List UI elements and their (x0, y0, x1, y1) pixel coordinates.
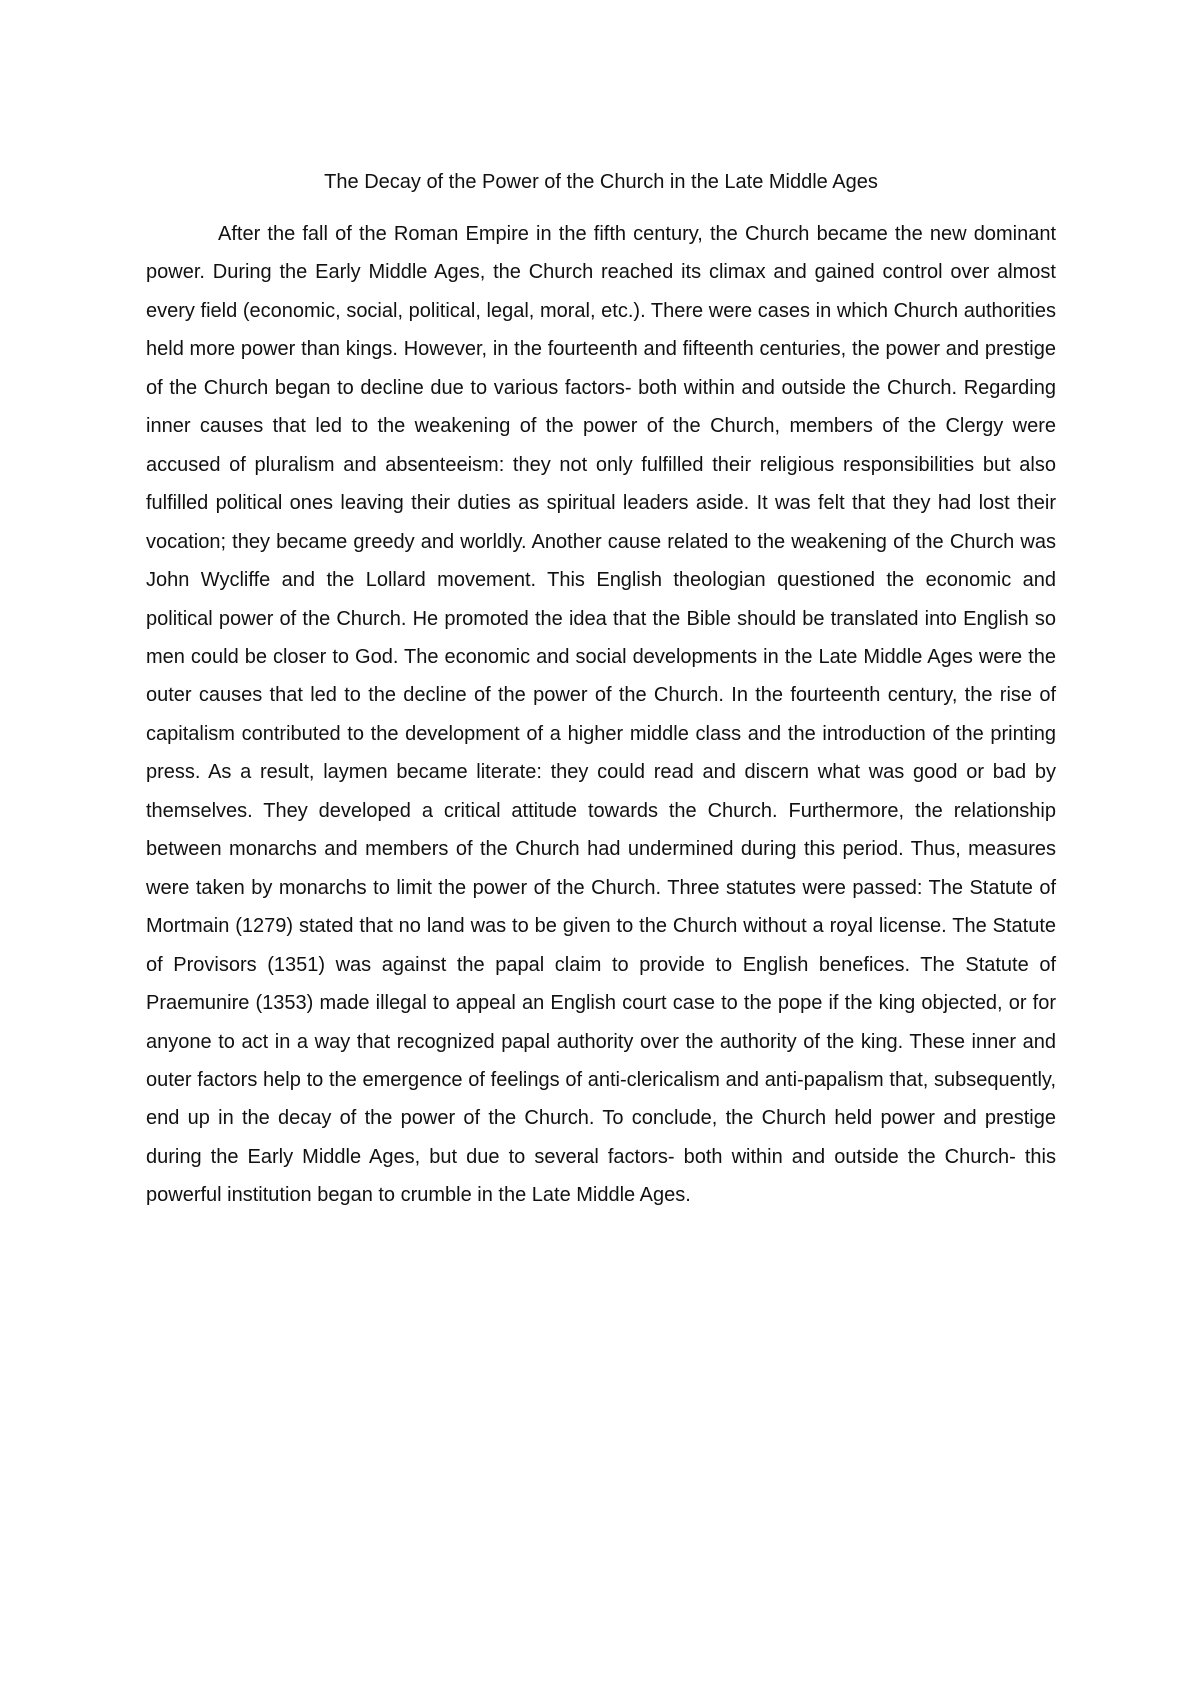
document-title: The Decay of the Power of the Church in the Late Middle Ages (324, 171, 878, 193)
body-paragraph: After the fall of the Roman Empire in the fifth century, the Church became the new dominant power. During the Early Middle Ages, the Church reached its climax and gained control over almost every field (economic, social, political, legal, moral, etc.). There were cases in which Church authorities held more power than kings. However, in the fourteenth and fifteenth centuries, the power and prestige of the Church began to decline due to various factors- both within and outside the Church. Regarding inner causes that led to the weakening of the power of the Church, members of the Clergy were accused of pluralism and absenteeism: they not only fulfilled their religious responsibilities but also fulfilled political ones leaving their duties as spiritual leaders aside. It was felt that they had lost their vocation; they became greedy and worldly. Another cause related to the weakening of the Church was John Wycliffe and the Lollard movement. This English theologian questioned the economic and political power of the Church. He promoted the idea that the Bible should be translated into English so men could be closer to God. The economic and social developments in the Late Middle Ages were the outer causes that led to the decline of the power of the Church. In the fourteenth century, the rise of capitalism contributed to the development of a higher middle class and the introduction of the printing press. As a result, laymen became literate: they could read and discern what was good or bad by themselves. They developed a critical attitude towards the Church. Furthermore, the relationship between monarchs and members of the Church had undermined during this period. Thus, measures were taken by monarchs to limit the power of the Church. Three statutes were passed: The Statute of Mortmain (1279) stated that no land was to be given to the Church without a royal license. The Statute of Provisors (1351) was against the papal claim to provide to English benefices. The Statute of Praemunire (1353) made illegal to appeal an English court case to the pope if the king objected, or for anyone to act in a way that recognized papal authority over the authority of the king. These inner and outer factors help to the emergence of feelings of anti-clericalism and anti-papalism that, subsequently, end up in the decay of the power of the Church. To conclude, the Church held power and prestige during the Early Middle Ages, but due to several factors- both within and outside the Church- this powerful institution began to crumble in the Late Middle Ages. (146, 223, 1056, 1207)
